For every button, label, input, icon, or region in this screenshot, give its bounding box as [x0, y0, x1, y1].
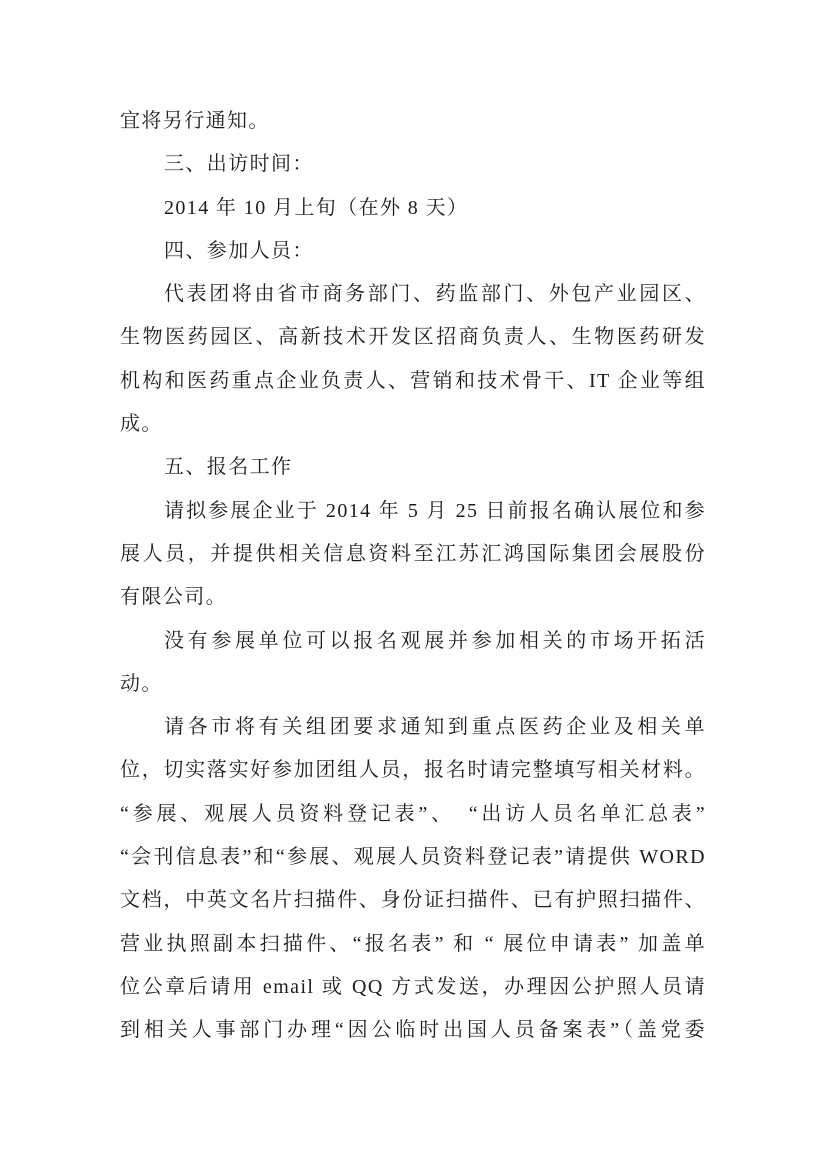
document-line: 有限公司。: [120, 586, 227, 609]
document-line: 到相关人事部门办理“因公临时出国人员备案表”（盖党委: [120, 1019, 706, 1042]
document-line: 三、出访时间：: [164, 153, 314, 176]
document-line: 宜将另行通知。: [120, 110, 270, 132]
document-line: 生物医药园区、高新技术开发区招商负责人、生物医药研发: [120, 326, 706, 349]
document-line: 请拟参展企业于 2014 年 5 月 25 日前报名确认展位和参: [164, 499, 706, 522]
document-line: 2014 年 10 月上旬（在外 8 天）: [164, 196, 469, 219]
document-body: [120, 100, 706, 1053]
document-line: 文档，中英文名片扫描件、身份证扫描件、已有护照扫描件、: [120, 889, 706, 912]
document-line: “会刊信息表”和“参展、观展人员资料登记表”请提供 WORD: [120, 846, 706, 869]
document-line: 请各市将有关组团要求通知到重点医药企业及相关单: [164, 716, 706, 739]
document-line: 没有参展单位可以报名观展并参加相关的市场开拓活: [164, 629, 706, 652]
document-line: 代表团将由省市商务部门、药监部门、外包产业园区、: [164, 283, 706, 306]
document-line: 位，切实落实好参加团组人员，报名时请完整填写相关材料。: [120, 759, 706, 782]
document-line: 成。: [120, 413, 163, 436]
document-line: 展人员，并提供相关信息资料至江苏汇鸿国际集团会展股份: [120, 542, 706, 565]
document-line: 动。: [120, 672, 163, 695]
document-line: “参展、观展人员资料登记表”、 “出访人员名单汇总表”: [120, 802, 706, 825]
document-line: 四、参加人员：: [164, 239, 314, 262]
document-line: 位公章后请用 email 或 QQ 方式发送，办理因公护照人员请: [120, 975, 706, 998]
document-line: 机构和医药重点企业负责人、营销和技术骨干、IT 企业等组: [120, 369, 706, 392]
document-line: 五、报名工作: [164, 456, 293, 479]
document-line: 营业执照副本扫描件、“报名表” 和 “ 展位申请表” 加盖单: [120, 932, 706, 955]
